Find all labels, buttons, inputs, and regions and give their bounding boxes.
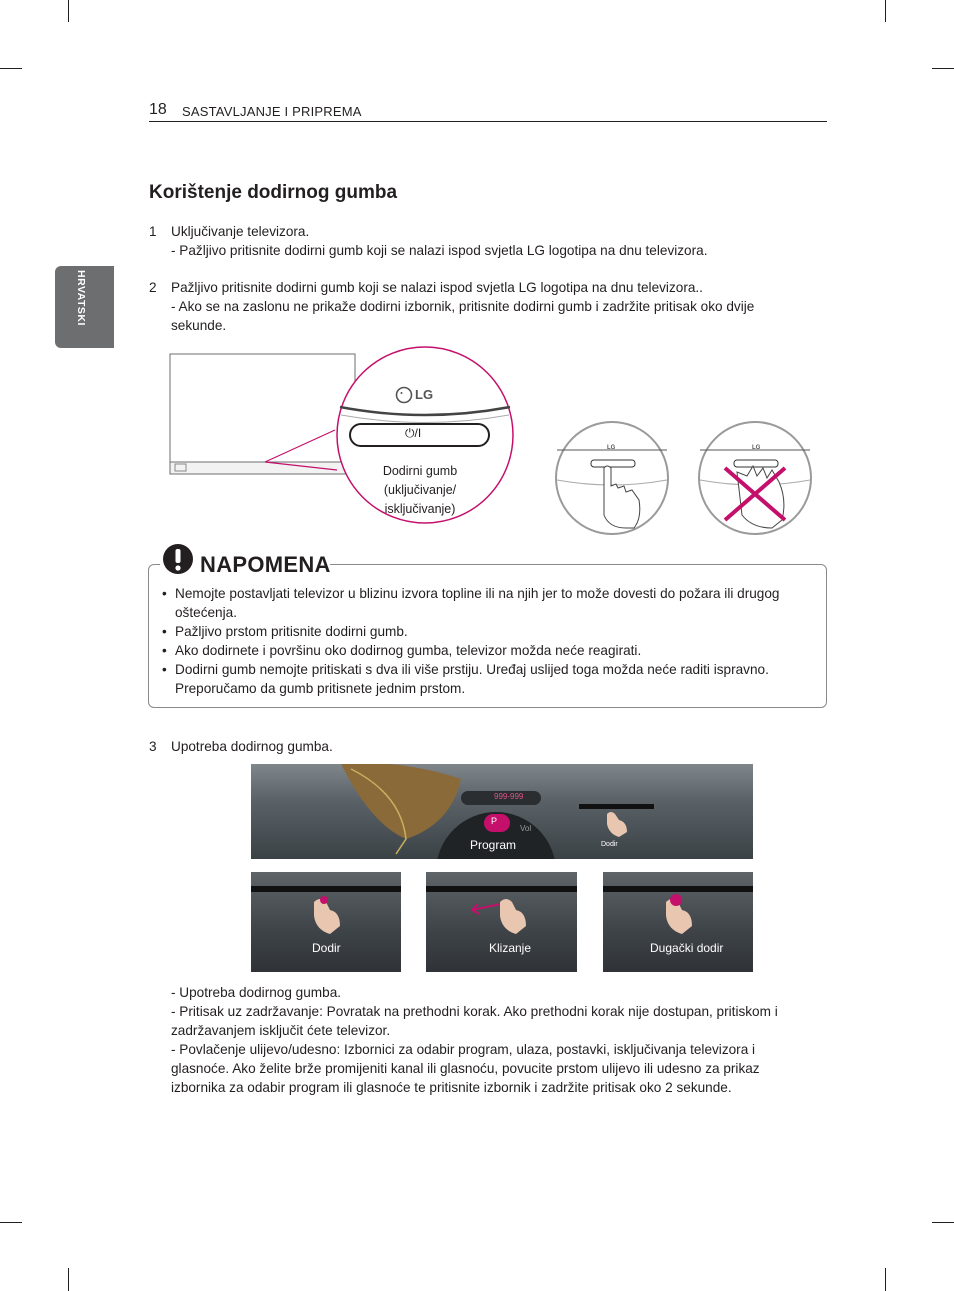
bullet-icon: •	[162, 624, 167, 639]
crop-mark	[932, 68, 954, 69]
usage-text: - Pritisak uz zadržavanje: Povratak na prethodni korak. Ako prethodni korak nije dostupan, pritiskom i	[171, 1004, 778, 1019]
note-item: oštećenja.	[175, 605, 237, 620]
step-number: 1	[149, 224, 157, 239]
running-header: SASTAVLJANJE I PRIPREMA	[182, 104, 362, 119]
swipe-arrow-icon	[464, 896, 534, 936]
bullet-icon: •	[162, 662, 167, 677]
note-item: Preporučamo da gumb pritisnete jednim prstom.	[175, 681, 466, 696]
step-text: Upotreba dodirnog gumba.	[171, 739, 333, 754]
incorrect-touch-illustration	[697, 420, 815, 536]
step-number: 3	[149, 739, 157, 754]
program-highlight	[484, 814, 510, 832]
channel-bar	[461, 791, 541, 805]
logo-icon	[395, 386, 439, 404]
callout-line: Dodirni gumb	[382, 464, 458, 478]
gesture-tap	[251, 872, 401, 972]
tv-bezel	[251, 886, 401, 892]
dodir-small-label: Dodir	[601, 841, 618, 848]
step-text: Pažljivo pritisnite dodirni gumb koji se nalazi ispod svjetla LG logotipa na dnu televizora..	[171, 280, 703, 295]
tv-bezel	[603, 886, 753, 892]
hand-icon	[306, 896, 346, 936]
hand-icon	[601, 810, 631, 838]
crop-mark	[68, 0, 69, 22]
crop-mark	[68, 1268, 69, 1291]
tv-bezel	[426, 886, 577, 892]
usage-text: glasnoće. Ako želite brže promijeniti kanal ili glasnoću, povucite prstom ulijevo ili udesno za prikaz	[171, 1061, 760, 1076]
usage-text: zadržavanjem isključit ćete televizor.	[171, 1023, 391, 1038]
section-title: Korištenje dodirnog gumba	[149, 182, 398, 203]
crop-mark	[932, 1222, 954, 1223]
volume-label: Vol	[520, 824, 532, 833]
callout-line: isključivanje)	[384, 502, 456, 516]
note-item: Pažljivo prstom pritisnite dodirni gumb.	[175, 624, 408, 639]
hand-icon	[658, 894, 698, 936]
header-rule	[149, 121, 827, 122]
step-text: Uključivanje televizora.	[171, 224, 310, 239]
gesture-long-press	[603, 872, 753, 972]
small-logo: LG	[607, 445, 616, 451]
tv-bezel	[579, 804, 654, 809]
bullet-icon: •	[162, 586, 167, 601]
step-text: - Ako se na zaslonu ne prikaže dodirni izbornik, pritisnite dodirni gumb i zadržite pritisak oko dvije	[171, 299, 755, 314]
gesture-swipe	[426, 872, 577, 972]
crop-mark	[885, 1268, 886, 1291]
step-text: - Pažljivo pritisnite dodirni gumb koji se nalazi ispod svjetla LG logotipa na dnu televizora.	[171, 243, 708, 258]
crop-mark	[0, 68, 22, 69]
correct-touch-illustration	[554, 420, 672, 536]
note-item: Ako dodirnete i površinu oko dodirnog gumba, televizor možda neće reagirati.	[175, 643, 642, 658]
page-number: 18	[149, 101, 167, 118]
program-label: Program	[470, 838, 517, 852]
menu-photo	[251, 764, 753, 859]
step-number: 2	[149, 280, 157, 295]
channel-number: 999-999	[494, 792, 524, 801]
usage-text: izbornika za odabir program ili glasnoće te pritisnite izbornik i zadržite pritisak oko 2 sekunde.	[171, 1080, 732, 1095]
crop-mark	[0, 1222, 22, 1223]
language-tab-label: HRVATSKI	[75, 270, 87, 326]
small-logo: LG	[752, 445, 761, 451]
power-icon: ⏻/I	[405, 426, 422, 440]
exclamation-icon	[162, 543, 194, 575]
usage-text: - Upotreba dodirnog gumba.	[171, 985, 342, 1000]
step-text: sekunde.	[171, 318, 227, 333]
callout-label	[360, 462, 480, 519]
crop-mark	[885, 0, 886, 22]
note-title: NAPOMENA	[200, 552, 331, 577]
bullet-icon: •	[162, 643, 167, 658]
gesture-label: Dodir	[312, 941, 341, 955]
logo-text: LG	[415, 387, 434, 402]
gesture-label: Klizanje	[489, 941, 532, 955]
program-p: P	[491, 816, 498, 826]
usage-text: - Povlačenje ulijevo/udesno: Izbornici za odabir program, ulaza, postavki, isključivanja televizora i	[171, 1042, 756, 1057]
gesture-label: Dugački dodir	[650, 941, 724, 955]
note-item: Dodirni gumb nemojte pritiskati s dva ili više prstiju. Uređaj uslijed toga možda neće raditi ispravno.	[175, 662, 769, 677]
note-item: Nemojte postavljati televizor u blizinu izvora topline ili na njih jer to može dovesti do požara ili drugog	[175, 586, 780, 601]
language-tab	[55, 266, 114, 348]
callout-line: (uključivanje/	[383, 483, 457, 497]
